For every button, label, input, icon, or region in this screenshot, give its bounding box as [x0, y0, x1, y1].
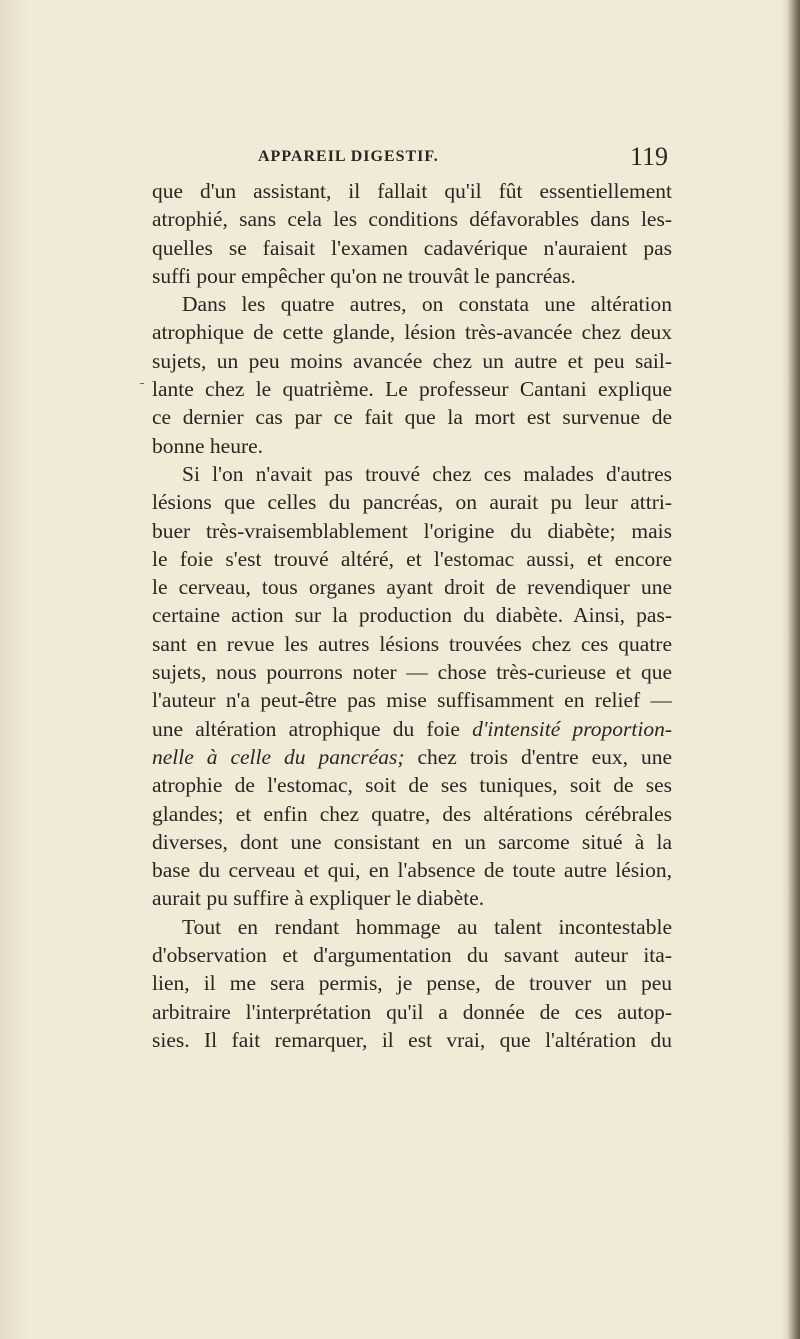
text-line	[152, 743, 672, 771]
page-edge-shadow	[788, 0, 800, 1339]
text-line: le cerveau, tous organes ayant droit de revendiquer une	[152, 575, 672, 600]
text-line: atrophié, sans cela les conditions défavorables dans les-	[152, 207, 672, 232]
text-line: sujets, nous pourrons noter — chose très-curieuse et que	[152, 660, 672, 685]
text-line: buer très-vraisemblablement l'origine du diabète; mais	[152, 518, 672, 543]
text-line: ce dernier cas par ce fait que la mort est survenue de	[152, 405, 672, 430]
body-text	[152, 177, 672, 1054]
text-line: glandes; et enfin chez quatre, des altérations cérébrales	[152, 801, 672, 826]
text-line: base du cerveau et qui, en l'absence de toute autre lésion,	[152, 858, 672, 883]
text-line: sujets, un peu moins avancée chez un autre et peu sail-	[152, 348, 672, 373]
text-line: l'auteur n'a peut-être pas mise suffisamment en relief —	[152, 688, 672, 713]
text-line: bonne heure.	[152, 433, 264, 458]
page-header	[258, 142, 669, 171]
page-number: 119	[630, 142, 669, 171]
text-line: Si l'on n'avait pas trouvé chez ces malades d'autres	[182, 461, 672, 486]
text-line: aurait pu suffire à expliquer le diabète.	[152, 886, 485, 911]
margin-mark	[140, 383, 144, 384]
text-line: suffi pour empêcher qu'on ne trouvât le pancréas.	[152, 263, 576, 288]
text-line: lien, il me sera permis, je pense, de trouver un peu	[152, 971, 672, 996]
italic-segment: d'intensité proportion-	[472, 716, 673, 741]
text-segment: chez trois d'entre eux, une	[417, 744, 673, 769]
text-line: lante chez le quatrième. Le professeur Cantani explique	[152, 377, 672, 402]
text-line: sant en revue les autres lésions trouvées chez ces quatre	[152, 631, 672, 656]
text-line: certaine action sur la production du diabète. Ainsi, pas-	[152, 603, 672, 628]
italic-segment: nelle à celle du pancréas;	[152, 744, 405, 769]
text-line: diverses, dont une consistant en un sarcome situé à la	[152, 829, 672, 854]
text-line: Tout en rendant hommage au talent incontestable	[182, 914, 672, 939]
running-head: APPAREIL DIGESTIF.	[258, 148, 439, 165]
text-line: Dans les quatre autres, on constata une altération	[182, 292, 672, 317]
text-line: sies. Il fait remarquer, il est vrai, que l'altération du	[152, 1027, 672, 1052]
text-line: atrophie de l'estomac, soit de ses tuniques, soit de ses	[152, 773, 672, 798]
text-line: d'observation et d'argumentation du savant auteur ita-	[152, 943, 672, 968]
text-segment: une altération atrophique du foie	[152, 716, 460, 741]
text-line: arbitraire l'interprétation qu'il a donnée de ces autop-	[152, 999, 672, 1024]
text-line: atrophique de cette glande, lésion très-avancée chez deux	[152, 320, 672, 345]
text-line: lésions que celles du pancréas, on aurait pu leur attri-	[152, 490, 672, 515]
text-line	[152, 715, 672, 743]
text-line: le foie s'est trouvé altéré, et l'estomac aussi, et encore	[152, 546, 672, 571]
text-line: quelles se faisait l'examen cadavérique n'auraient pas	[152, 235, 672, 260]
text-line: que d'un assistant, il fallait qu'il fût essentiellement	[152, 179, 672, 203]
